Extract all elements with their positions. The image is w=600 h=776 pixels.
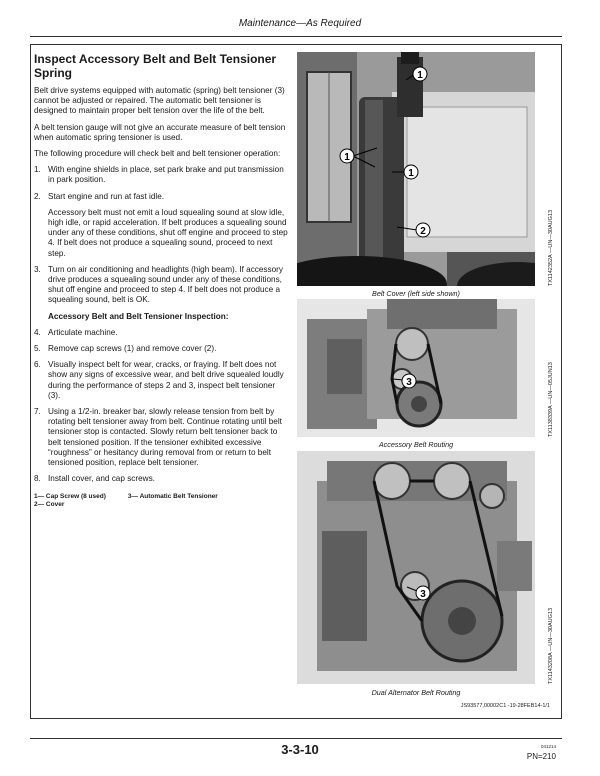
step-number: 3. [34,264,41,274]
step-number: 1. [34,165,41,175]
callout-label: 3 [420,589,426,600]
figure-caption: Dual Alternator Belt Routing [371,688,461,697]
step-text: Start engine and run at fast idle. [48,191,165,201]
paragraph: The following procedure will check belt and belt tensioner operation: [34,149,281,159]
paragraph: Belt drive systems equipped with automatic (spring) belt tensioner (3) cannot be adjusted or repaired. The automatic belt tensioner is designed to maintain proper belt tension over the life of the belt. [34,86,285,116]
step-text: With engine shields in place, set park brake and put transmission in park position. [48,165,284,185]
steps-list-b [34,328,289,485]
step-text: Install cover, and cap screws. [48,474,155,484]
legend-item: 2— Cover [34,500,65,508]
step-number: 8. [34,474,41,484]
legend-item: 1— Cap Screw (8 used) [34,492,106,500]
callout-label: 1 [344,152,350,163]
step-number: 4. [34,327,41,337]
steps-list-a [34,165,289,305]
header-rule [30,36,562,37]
inspection-subheading: Accessory Belt and Belt Tensioner Inspection: [48,311,229,321]
document-id: JS93577,00002C1 -19-28FEB14-1/1 [460,703,550,709]
belt-cover-photo [297,52,535,286]
callout-label: 3 [406,377,412,388]
paragraph: A belt tension gauge will not give an accurate measure of belt tension when automatic spring tensioner is used. [34,122,286,142]
figure-caption: Accessory Belt Routing [378,440,454,449]
figure-legend [34,493,289,509]
page-header: Maintenance—As Required [238,18,362,29]
footer-code: 041214 [540,744,556,749]
accessory-belt-routing-image [297,299,535,437]
callout-label: 1 [417,70,423,81]
callout-label: 1 [408,168,414,179]
step-item [34,265,289,306]
legend-item: 3— Automatic Belt Tensioner [127,492,218,500]
step-number: 7. [34,407,41,417]
figure-id: TX1138339A —UN—05JUN13 [548,362,554,437]
figure-id: TX1142352A —UN—30AUG13 [548,209,554,286]
step-item [34,192,289,259]
step-number: 6. [34,360,41,370]
dual-alternator-belt-routing-image [297,451,535,684]
step-item [34,344,289,354]
page-number: 3-3-10 [281,742,319,757]
step-note: Accessory belt must not emit a loud squealing sound at slow idle, high idle, or rapid acceleration. If belt produces a squealing sound under any of these conditions, shut off engine and proceed to step 4. If belt does not produce a squealing sound, proceed to next step. [48,207,288,258]
legend-column [128,493,218,509]
step-text: Remove cap screws (1) and remove cover (2). [48,344,217,354]
legend-column [34,493,106,509]
page-pn: PN=210 [526,752,556,761]
step-text: Using a 1/2-in. breaker bar, slowly release tension from belt by rotating belt tensioner away from belt. Continue rotating until belt tensioner stop is contacted. Slowly return belt tensioner back to belt tensioned position. If the tensioner exhibited excessive “roughness” or hesitancy during removal from or return to belt tensioned position, replace belt tensioner. [48,407,282,468]
callout-label: 2 [420,226,426,237]
figure-id: TX1143208A —UN—30AUG13 [548,607,554,684]
footer-rule [30,738,562,739]
step-item [34,474,289,484]
section-title: Inspect Accessory Belt and Belt Tensioner Spring [34,52,277,80]
instructions-column [34,52,289,509]
step-number: 2. [34,191,41,201]
step-number: 5. [34,344,41,354]
step-text: Turn on air conditioning and headlights (high beam). If accessory drive produces a squealing sound under any of these conditions, shut off engine and proceed to step 4. If belt does not produce a squealing sound, belt is OK. [48,264,283,305]
step-text: Articulate machine. [48,327,118,337]
step-item [34,360,289,401]
step-item [34,328,289,338]
step-item [34,407,289,468]
step-text: Visually inspect belt for wear, cracks, or fraying. If belt does not show any signs of excessive wear, and belt drive squealed loudly during the performance of steps 2 and 3, inspect belt tensioner (3). [48,360,284,400]
figure-caption: Belt Cover (left side shown) [372,289,460,298]
step-item [34,165,289,185]
